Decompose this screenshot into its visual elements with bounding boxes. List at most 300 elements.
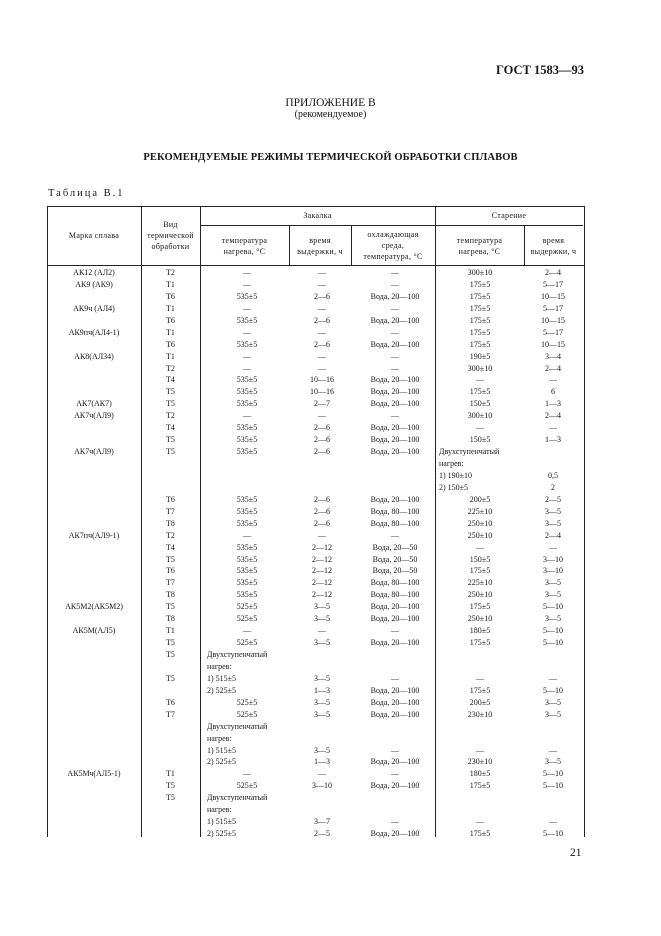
cell-quench-hold: 2—6 <box>314 291 330 301</box>
table-row <box>47 446 585 458</box>
table-row <box>47 649 585 661</box>
cell-quench-medium: Вода, 20—100 <box>370 602 420 612</box>
cell-quench-hold: — <box>318 363 326 373</box>
cell-brand: АК9 (АК9) <box>75 279 113 289</box>
table-row <box>47 530 585 542</box>
cell-quench-temp: — <box>243 351 251 361</box>
cell-quench-hold: 3—5 <box>314 673 330 683</box>
cell-aging-hold: 3—5 <box>545 506 561 516</box>
header-aging-hold: время выдержки, ч <box>530 236 577 256</box>
cell-quench-medium: — <box>391 673 399 683</box>
table-label: Таблица В.1 <box>48 188 125 199</box>
cell-quench-temp: нагрев: <box>207 805 232 815</box>
cell-aging-temp: 175±5 <box>469 829 491 839</box>
cell-quench-temp: — <box>243 626 251 636</box>
cell-quench-medium: — <box>391 817 399 827</box>
cell-aging-hold: 3—5 <box>545 614 561 624</box>
cell-quench-temp: Двухступенчатый <box>207 650 268 659</box>
cell-quench-temp: 1) 515±5 <box>207 673 237 683</box>
cell-quench-temp: 535±5 <box>236 399 258 409</box>
table-row <box>47 386 585 398</box>
cell-quench-temp: 525±5 <box>236 602 258 612</box>
cell-quench-temp: 2) 525±5 <box>207 685 237 695</box>
cell-quench-medium: — <box>391 363 399 373</box>
header-aging: Старение <box>491 211 527 220</box>
cell-quench-medium: — <box>391 626 399 636</box>
appendix-subtitle: (рекомендуемое) <box>294 109 367 120</box>
cell-mode: Т1 <box>166 769 175 779</box>
table-row <box>47 327 585 339</box>
cell-aging-temp: 250±10 <box>467 518 493 528</box>
cell-mode: Т8 <box>166 518 175 528</box>
cell-quench-hold: 2—7 <box>314 399 330 409</box>
cell-mode: Т5 <box>166 650 175 659</box>
cell-mode: Т8 <box>166 614 175 624</box>
table-row <box>47 661 585 673</box>
cell-aging-temp: 1) 190±10 <box>439 470 473 480</box>
cell-quench-hold: 1—3 <box>314 685 330 695</box>
cell-quench-temp: — <box>243 327 251 337</box>
table-row <box>47 303 585 315</box>
cell-mode: Т5 <box>166 435 175 445</box>
cell-quench-temp: 525±5 <box>236 781 258 791</box>
cell-aging-hold: 5—10 <box>543 829 563 839</box>
cell-quench-temp: Двухступенчатый <box>207 793 268 803</box>
cell-aging-temp: 200±5 <box>469 494 491 504</box>
cell-quench-medium: — <box>391 351 399 361</box>
cell-quench-medium: Вода, 20—100 <box>370 757 420 767</box>
cell-quench-medium: Вода, 20—100 <box>370 781 420 791</box>
cell-quench-hold: — <box>318 530 326 540</box>
cell-quench-temp: — <box>243 411 251 421</box>
cell-aging-hold: — <box>549 673 557 683</box>
cell-quench-temp: 535±5 <box>236 554 258 564</box>
cell-aging-temp: — <box>476 423 484 433</box>
cell-aging-temp: 175±5 <box>469 566 491 576</box>
cell-aging-temp: 250±10 <box>467 590 493 600</box>
table-row <box>47 315 585 327</box>
cell-quench-hold: — <box>318 351 326 361</box>
cell-aging-hold: 10—15 <box>541 315 565 325</box>
table-row <box>47 685 585 697</box>
cell-aging-hold: 1—3 <box>545 399 561 409</box>
cell-quench-medium: Вода, 20—100 <box>370 291 420 301</box>
cell-quench-temp: 535±5 <box>236 518 258 528</box>
cell-aging-temp: 300±10 <box>467 363 493 373</box>
cell-quench-hold: 2—6 <box>314 447 330 457</box>
cell-quench-hold: 3—5 <box>314 709 330 719</box>
cell-aging-temp: 250±10 <box>467 614 493 624</box>
table-row <box>47 613 585 625</box>
cell-aging-temp: 175±5 <box>469 279 491 289</box>
table-row <box>47 434 585 446</box>
cell-quench-hold: 2—6 <box>314 423 330 433</box>
cell-aging-hold: 2—4 <box>545 530 561 540</box>
cell-quench-medium: Вода, 20—50 <box>372 566 418 576</box>
cell-aging-temp: — <box>476 817 484 827</box>
cell-aging-hold: 0,5 <box>548 470 558 480</box>
table-row <box>47 267 585 279</box>
cell-aging-temp: 225±10 <box>467 578 493 588</box>
cell-aging-temp: 175±5 <box>469 685 491 695</box>
header-quench: Закалка <box>303 211 332 220</box>
cell-mode: Т6 <box>166 494 175 504</box>
cell-aging-hold: 2—4 <box>545 363 561 373</box>
cell-aging-temp: 300±10 <box>467 268 493 277</box>
cell-aging-temp: 230±10 <box>467 757 493 767</box>
cell-quench-medium: Вода, 20—100 <box>370 435 420 445</box>
cell-aging-hold: — <box>549 745 557 755</box>
cell-quench-hold: 2—12 <box>312 554 332 564</box>
cell-quench-temp: Двухступенчатый <box>207 721 268 731</box>
cell-quench-medium: Вода, 20—100 <box>370 399 420 409</box>
cell-aging-temp: Двухступенчатый <box>439 447 500 457</box>
cell-aging-temp: 300±10 <box>467 411 493 421</box>
header-divider-bottom <box>47 265 584 266</box>
cell-quench-medium: Вода, 20—50 <box>372 542 418 552</box>
table-row <box>47 351 585 363</box>
cell-quench-medium: Вода, 20—50 <box>372 554 418 564</box>
cell-aging-hold: — <box>549 375 557 385</box>
table-row <box>47 398 585 410</box>
table-row <box>47 518 585 530</box>
cell-quench-temp: — <box>243 279 251 289</box>
cell-aging-temp: 2) 150±5 <box>439 482 469 492</box>
cell-aging-hold: 3—5 <box>545 518 561 528</box>
cell-quench-temp: 535±5 <box>236 590 258 600</box>
cell-mode: Т7 <box>166 578 175 588</box>
cell-quench-temp: 1) 515±5 <box>207 817 237 827</box>
cell-mode: Т6 <box>166 315 175 325</box>
cell-quench-hold: 3—5 <box>314 638 330 648</box>
standard-number: ГОСТ 1583—93 <box>495 63 584 77</box>
cell-quench-medium: Вода, 20—100 <box>370 423 420 433</box>
cell-quench-medium: Вода, 20—100 <box>370 494 420 504</box>
table-row <box>47 279 585 291</box>
table-row <box>47 577 585 589</box>
cell-quench-medium: Вода, 20—100 <box>370 709 420 719</box>
cell-quench-temp: 535±5 <box>236 423 258 433</box>
cell-quench-medium: Вода, 80—100 <box>370 506 420 516</box>
cell-aging-hold: 5—17 <box>543 279 563 289</box>
cell-quench-medium: — <box>391 268 399 277</box>
cell-aging-hold: 1—3 <box>545 435 561 445</box>
cell-mode: Т4 <box>166 542 175 552</box>
cell-mode: Т2 <box>166 268 175 277</box>
cell-quench-hold: 2—6 <box>314 506 330 516</box>
cell-quench-medium: Вода, 20—100 <box>370 829 420 839</box>
cell-quench-hold: — <box>318 303 326 313</box>
cell-mode: Т6 <box>166 566 175 576</box>
table-row <box>47 745 585 757</box>
cell-quench-hold: 1—3 <box>314 757 330 767</box>
cell-quench-temp: 535±5 <box>236 291 258 301</box>
cell-quench-temp: 535±5 <box>236 542 258 552</box>
cell-quench-temp: — <box>243 268 251 277</box>
cell-aging-hold: 5—10 <box>543 685 563 695</box>
cell-aging-temp: — <box>476 745 484 755</box>
cell-mode: Т7 <box>166 709 175 719</box>
cell-quench-temp: нагрев: <box>207 733 232 743</box>
table-row <box>47 565 585 577</box>
cell-quench-temp: 535±5 <box>236 387 258 397</box>
appendix-heading <box>0 97 661 121</box>
table-row <box>47 756 585 768</box>
cell-mode: Т5 <box>166 554 175 564</box>
cell-aging-temp: 180±5 <box>469 626 491 636</box>
cell-quench-medium: Вода, 20—100 <box>370 387 420 397</box>
table-row <box>47 792 585 804</box>
cell-mode: Т6 <box>166 339 175 349</box>
cell-mode: Т6 <box>166 291 175 301</box>
table-row <box>47 625 585 637</box>
cell-quench-temp: 535±5 <box>236 506 258 516</box>
cell-aging-temp: 250±10 <box>467 530 493 540</box>
cell-mode: Т1 <box>166 279 175 289</box>
page-number: 21 <box>570 847 582 859</box>
cell-quench-temp: — <box>243 769 251 779</box>
cell-aging-hold: 5—17 <box>543 303 563 313</box>
cell-aging-temp: 175±5 <box>469 315 491 325</box>
cell-aging-hold: 6 <box>551 387 555 397</box>
table-body <box>47 267 585 840</box>
cell-quench-hold: 2—6 <box>314 435 330 445</box>
cell-quench-temp: нагрев: <box>207 661 232 671</box>
cell-aging-hold: — <box>549 423 557 433</box>
header-aging-temp: температура нагрева, °С <box>456 236 503 256</box>
cell-mode: Т1 <box>166 351 175 361</box>
cell-aging-temp: 175±5 <box>469 638 491 648</box>
cell-quench-hold: 3—5 <box>314 745 330 755</box>
table-row <box>47 601 585 613</box>
cell-aging-hold: 5—10 <box>543 626 563 636</box>
cell-aging-hold: 5—10 <box>543 602 563 612</box>
table-row <box>47 637 585 649</box>
table-row <box>47 721 585 733</box>
cell-quench-hold: 2—12 <box>312 566 332 576</box>
cell-quench-hold: — <box>318 327 326 337</box>
cell-quench-temp: 535±5 <box>236 566 258 576</box>
cell-mode: Т5 <box>166 387 175 397</box>
cell-quench-medium: Вода, 20—100 <box>370 375 420 385</box>
cell-quench-hold: 3—7 <box>314 817 330 827</box>
cell-quench-hold: 10—16 <box>310 375 334 385</box>
cell-quench-medium: — <box>391 745 399 755</box>
table-row <box>47 291 585 303</box>
table-row <box>47 804 585 816</box>
cell-mode: Т5 <box>166 673 175 683</box>
cell-quench-medium: Вода, 20—100 <box>370 685 420 695</box>
cell-quench-medium: Вода, 80—100 <box>370 578 420 588</box>
cell-quench-hold: 2—12 <box>312 590 332 600</box>
cell-aging-hold: 5—10 <box>543 769 563 779</box>
cell-aging-temp: — <box>476 375 484 385</box>
cell-aging-temp: — <box>476 542 484 552</box>
cell-quench-medium: — <box>391 530 399 540</box>
cell-mode: Т8 <box>166 590 175 600</box>
cell-quench-temp: 525±5 <box>236 614 258 624</box>
cell-quench-hold: 3—5 <box>314 697 330 707</box>
table-row <box>47 768 585 780</box>
cell-mode: Т2 <box>166 530 175 540</box>
cell-aging-hold: — <box>549 542 557 552</box>
cell-mode: Т2 <box>166 411 175 421</box>
cell-quench-temp: 2) 525±5 <box>207 829 237 839</box>
cell-quench-temp: 535±5 <box>236 447 258 457</box>
cell-quench-hold: — <box>318 769 326 779</box>
cell-quench-medium: Вода, 20—100 <box>370 638 420 648</box>
cell-aging-temp: 150±5 <box>469 435 491 445</box>
cell-aging-hold: 3—5 <box>545 578 561 588</box>
cell-aging-temp: нагрев: <box>439 459 464 468</box>
cell-mode: Т5 <box>166 447 175 457</box>
table-row <box>47 697 585 709</box>
cell-brand: АК7пч(АЛ9-1) <box>68 530 120 540</box>
cell-brand: АК5Мч(АЛ5-1) <box>67 769 121 779</box>
cell-aging-hold: — <box>549 817 557 827</box>
cell-aging-hold: 3—5 <box>545 709 561 719</box>
header-divider-groups <box>200 225 583 226</box>
table-row <box>47 542 585 554</box>
table-row <box>47 374 585 386</box>
cell-quench-temp: 535±5 <box>236 339 258 349</box>
table-row <box>47 673 585 685</box>
cell-quench-hold: 10—16 <box>310 387 334 397</box>
cell-aging-hold: 3—5 <box>545 590 561 600</box>
cell-quench-hold: 3—5 <box>314 614 330 624</box>
cell-quench-medium: Вода, 80—100 <box>370 518 420 528</box>
cell-brand: АК7(АК7) <box>76 399 112 409</box>
cell-quench-medium: — <box>391 303 399 313</box>
cell-aging-temp: 175±5 <box>469 291 491 301</box>
table-row <box>47 506 585 518</box>
cell-quench-hold: 2—12 <box>312 578 332 588</box>
cell-quench-hold: — <box>318 626 326 636</box>
cell-quench-medium: Вода, 20—100 <box>370 614 420 624</box>
cell-aging-temp: — <box>476 673 484 683</box>
cell-quench-hold: — <box>318 279 326 289</box>
header-quench-hold: время выдержки, ч <box>297 236 343 256</box>
cell-quench-temp: 1) 515±5 <box>207 745 237 755</box>
cell-aging-hold: 2—4 <box>545 268 561 277</box>
table-row <box>47 470 585 482</box>
cell-quench-medium: — <box>391 279 399 289</box>
cell-mode: Т5 <box>166 781 175 791</box>
header-quench-temp: температура нагрева, °С <box>221 236 268 256</box>
cell-aging-temp: 175±5 <box>469 327 491 337</box>
cell-quench-medium: Вода, 20—100 <box>370 447 420 457</box>
cell-quench-hold: 3—10 <box>312 781 332 791</box>
cell-quench-hold: 2—6 <box>314 339 330 349</box>
cell-brand: АК8(АЛ34) <box>74 351 114 361</box>
cell-quench-hold: 3—5 <box>314 602 330 612</box>
cell-quench-medium: Вода, 80—100 <box>370 590 420 600</box>
table-row <box>47 780 585 792</box>
cell-mode: Т2 <box>166 363 175 373</box>
cell-brand: АК9пч(АЛ4-1) <box>68 327 120 337</box>
cell-quench-medium: Вода, 20—100 <box>370 697 420 707</box>
table-row <box>47 494 585 506</box>
cell-aging-temp: 175±5 <box>469 781 491 791</box>
cell-brand: АК9ч (АЛ4) <box>73 303 115 313</box>
cell-quench-medium: — <box>391 411 399 421</box>
cell-quench-hold: — <box>318 268 326 277</box>
table-row <box>47 589 585 601</box>
cell-aging-temp: 175±5 <box>469 339 491 349</box>
cell-aging-hold: 3—10 <box>543 554 563 564</box>
cell-brand: АК7ч(АЛ9) <box>74 411 114 421</box>
cell-brand: АК7ч(АЛ9) <box>74 447 114 457</box>
cell-aging-hold: 3—4 <box>545 351 561 361</box>
cell-quench-temp: 2) 525±5 <box>207 757 237 767</box>
cell-aging-hold: 3—5 <box>545 757 561 767</box>
cell-aging-hold: 5—10 <box>543 638 563 648</box>
cell-aging-hold: 2—4 <box>545 411 561 421</box>
cell-aging-temp: 190±5 <box>469 351 491 361</box>
cell-quench-medium: — <box>391 327 399 337</box>
cell-aging-hold: 2 <box>551 482 555 492</box>
cell-aging-temp: 180±5 <box>469 769 491 779</box>
cell-mode: Т6 <box>166 697 175 707</box>
cell-quench-hold: 2—6 <box>314 494 330 504</box>
cell-quench-temp: — <box>243 303 251 313</box>
table-row <box>47 733 585 745</box>
header-quench-medium: охлаждающая среда, температура, °С <box>363 230 423 261</box>
cell-mode: Т7 <box>166 506 175 516</box>
cell-mode: Т1 <box>166 626 175 636</box>
cell-mode: Т4 <box>166 423 175 433</box>
cell-brand: АК12 (АЛ2) <box>73 268 115 277</box>
table-row <box>47 828 585 840</box>
cell-mode: Т5 <box>166 399 175 409</box>
cell-quench-temp: — <box>243 363 251 373</box>
cell-mode: Т5 <box>166 638 175 648</box>
cell-aging-temp: 230±10 <box>467 709 493 719</box>
cell-mode: Т1 <box>166 327 175 337</box>
cell-aging-hold: 3—5 <box>545 697 561 707</box>
cell-quench-medium: Вода, 20—100 <box>370 339 420 349</box>
cell-quench-temp: 525±5 <box>236 638 258 648</box>
appendix-title: ПРИЛОЖЕНИЕ В <box>285 97 376 109</box>
table-row <box>47 422 585 434</box>
cell-aging-hold: 2—5 <box>545 494 561 504</box>
table-row <box>47 482 585 494</box>
table-row <box>47 363 585 375</box>
cell-mode: Т4 <box>166 375 175 385</box>
cell-aging-temp: 175±5 <box>469 303 491 313</box>
cell-quench-hold: 2—6 <box>314 518 330 528</box>
table-row <box>47 458 585 470</box>
cell-quench-temp: 525±5 <box>236 697 258 707</box>
cell-mode: Т5 <box>166 602 175 612</box>
table-row <box>47 709 585 721</box>
cell-quench-hold: 2—5 <box>314 829 330 839</box>
cell-mode: Т5 <box>166 793 175 803</box>
cell-brand: АК5М2(АК5М2) <box>65 602 123 612</box>
cell-aging-temp: 225±10 <box>467 506 493 516</box>
header-mode: Вид термической обработки <box>147 220 194 251</box>
cell-aging-temp: 200±5 <box>469 697 491 707</box>
cell-aging-hold: 10—15 <box>541 291 565 301</box>
cell-quench-medium: Вода, 20—100 <box>370 315 420 325</box>
cell-aging-hold: 5—17 <box>543 327 563 337</box>
cell-aging-temp: 175±5 <box>469 602 491 612</box>
table-row <box>47 410 585 422</box>
table-row <box>47 554 585 566</box>
cell-aging-temp: 150±5 <box>469 554 491 564</box>
cell-quench-temp: 535±5 <box>236 375 258 385</box>
header-brand: Марка сплава <box>68 231 120 240</box>
